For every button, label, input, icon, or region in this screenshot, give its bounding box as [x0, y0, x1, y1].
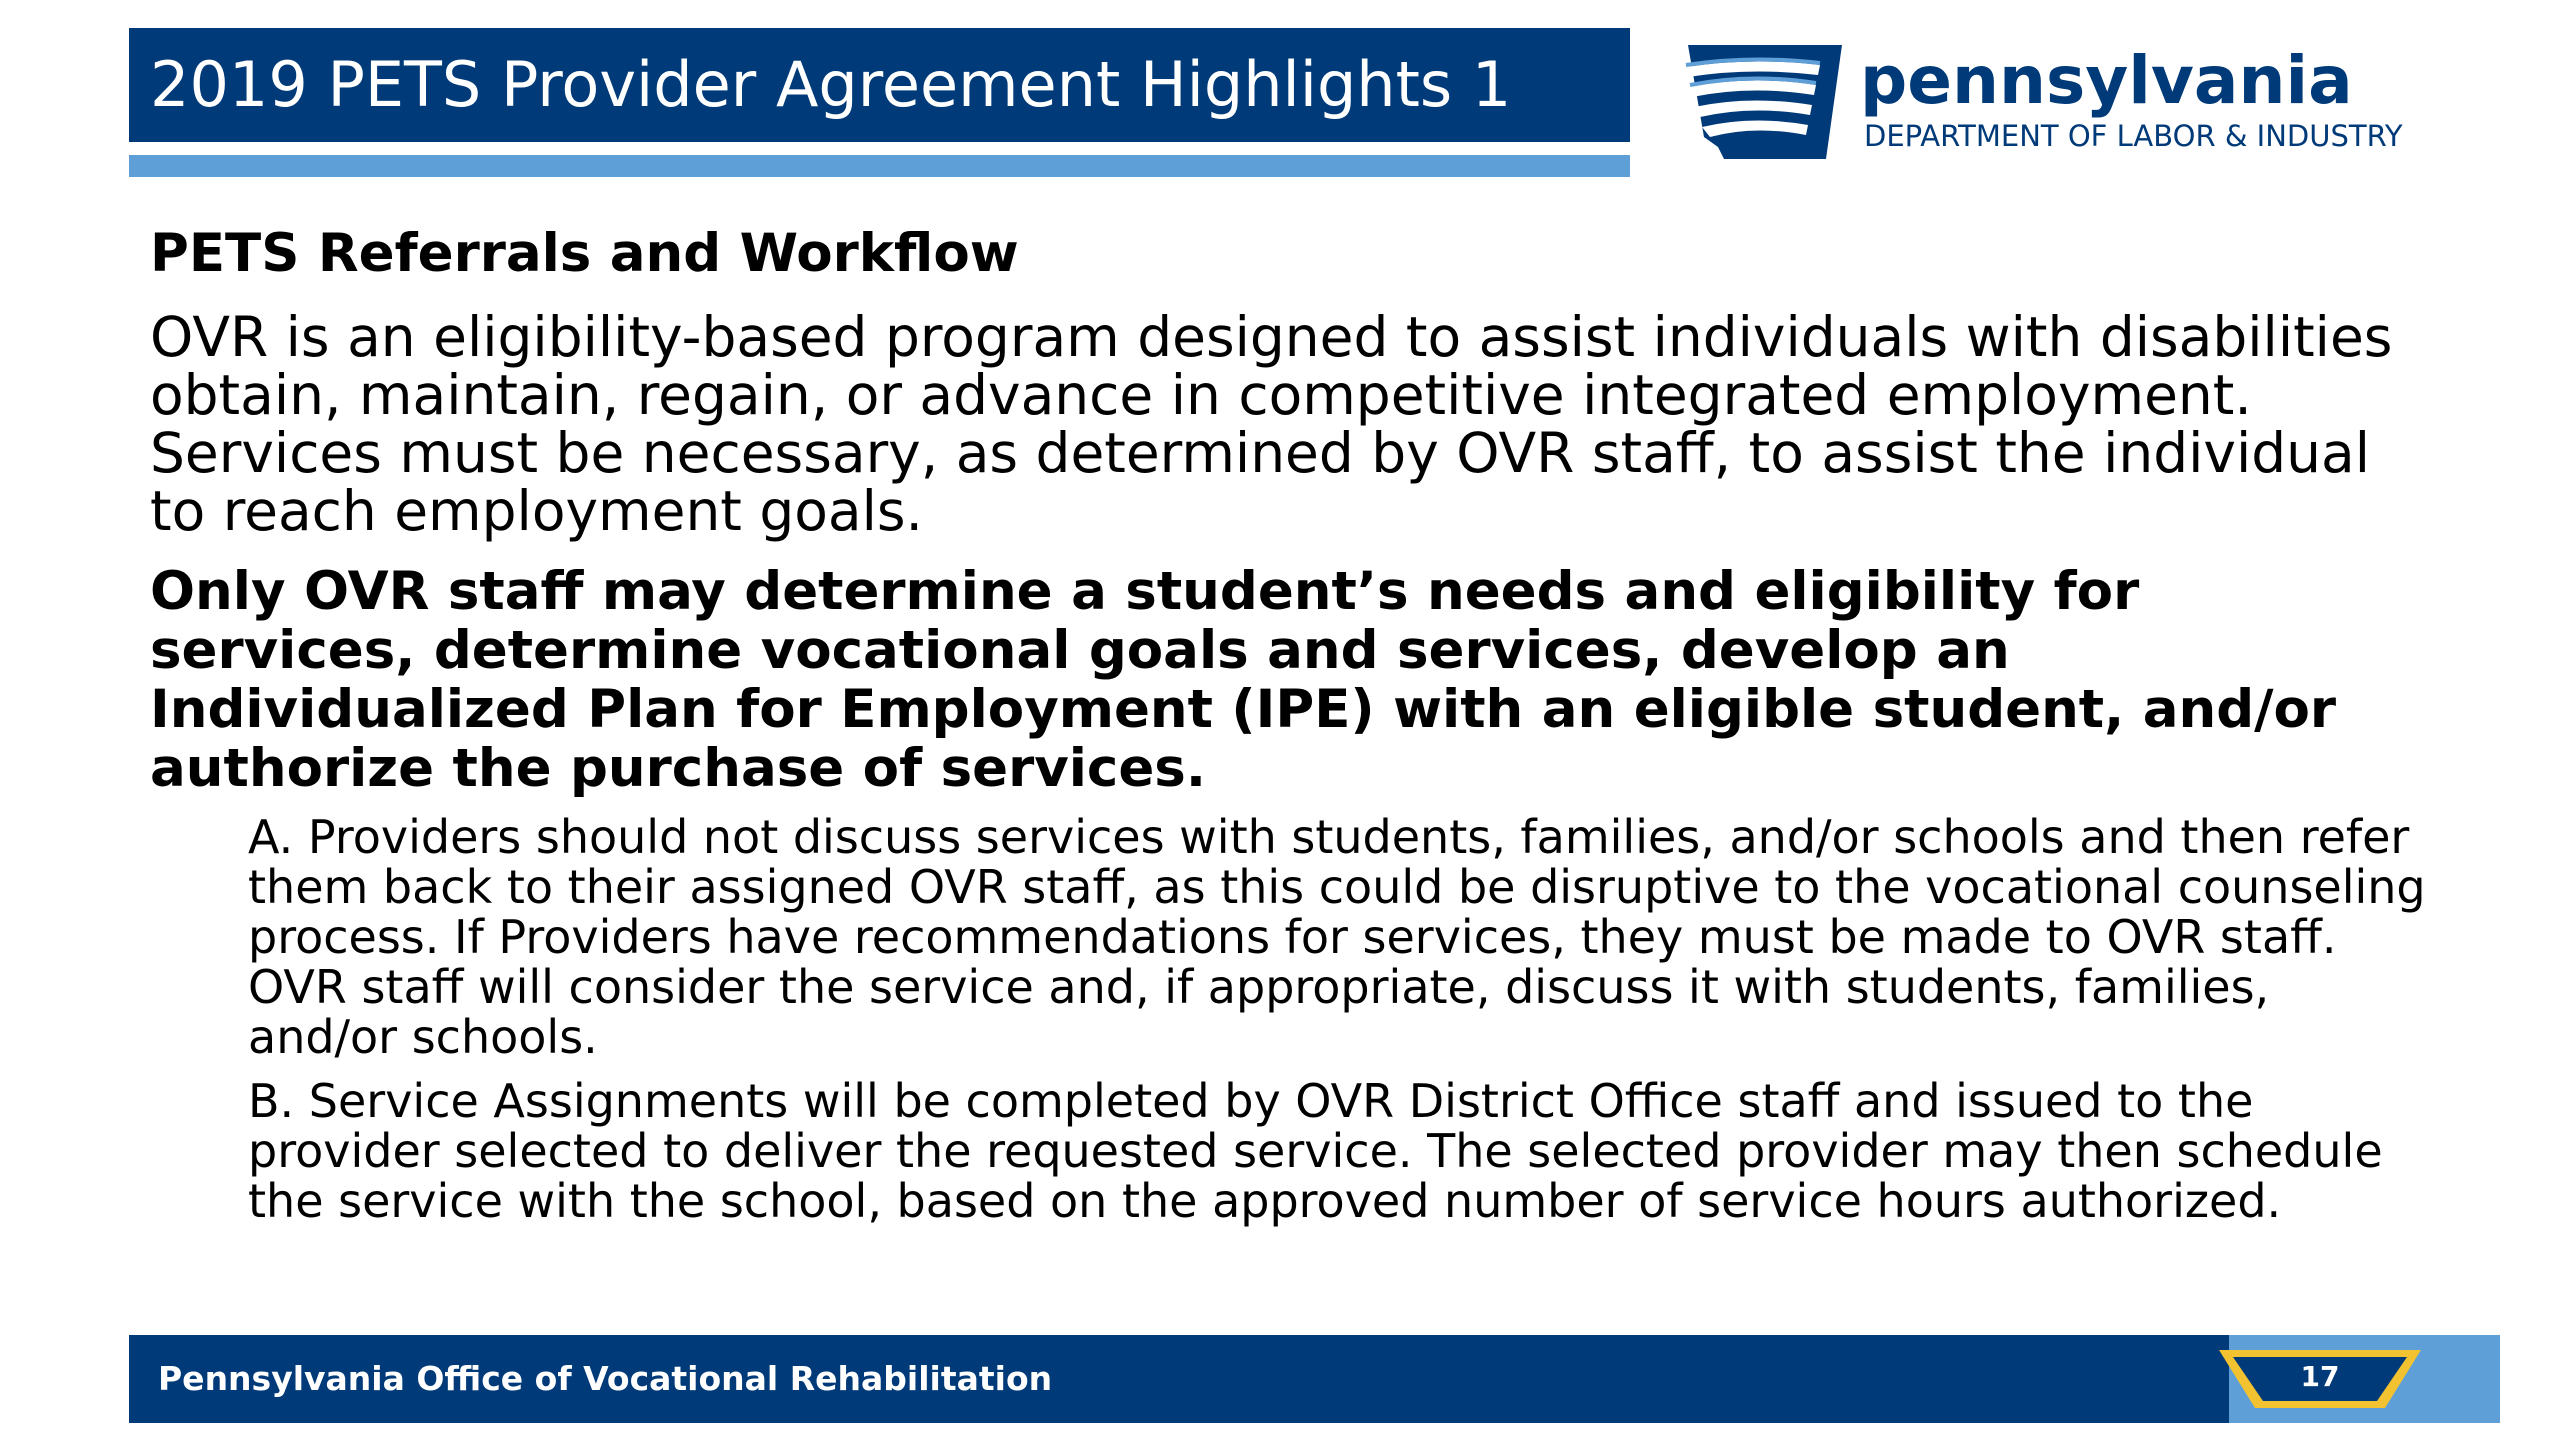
- section-heading: PETS Referrals and Workflow: [150, 223, 1019, 284]
- pennsylvania-logo: [1680, 35, 2510, 170]
- slide-content: [150, 222, 2426, 1240]
- list-item: B. Service Assignments will be completed by OVR District Office staff and issued to the provider selected to deliver the requested service. The selected provider may then schedule the service with the school, based on the approved number of service hours authorized.: [248, 1074, 2383, 1228]
- intro-paragraph: OVR is an eligibility-based program designed to assist individuals with disabilities obtain, maintain, regain, or advance in competitive integrated employment. Services must be necessary, as determined by OVR staff, to assist the individual to reach employment goals.: [150, 305, 2393, 543]
- footer-organization: Pennsylvania Office of Vocational Rehabilitation: [158, 1359, 1053, 1398]
- title-underline: [129, 155, 1630, 177]
- page-number: 17: [2300, 1360, 2340, 1393]
- keystone-logo-icon: [1680, 35, 1850, 170]
- slide-title: 2019 PETS Provider Agreement Highlights 1: [150, 48, 1512, 121]
- emphasis-paragraph: Only OVR staff may determine a student’s needs and eligibility for services, determine vocational goals and services, develop an Individualized Plan for Employment (IPE) with an eligible student, and/or authorize the purchase of services.: [150, 561, 2337, 799]
- logo-wordmark: pennsylvania: [1860, 42, 2353, 119]
- list-item: A. Providers should not discuss services with students, families, and/or schools and then refer them back to their assigned OVR staff, as this could be disruptive to the vocational counseling process. If Providers have recommendations for services, they must be made to OVR staff. OVR staff will consider the service and, if appropriate, discuss it with students, families, and/or schools.: [248, 810, 2426, 1064]
- logo-department: DEPARTMENT OF LABOR & INDUSTRY: [1864, 119, 2403, 153]
- item-list: [248, 812, 2428, 1226]
